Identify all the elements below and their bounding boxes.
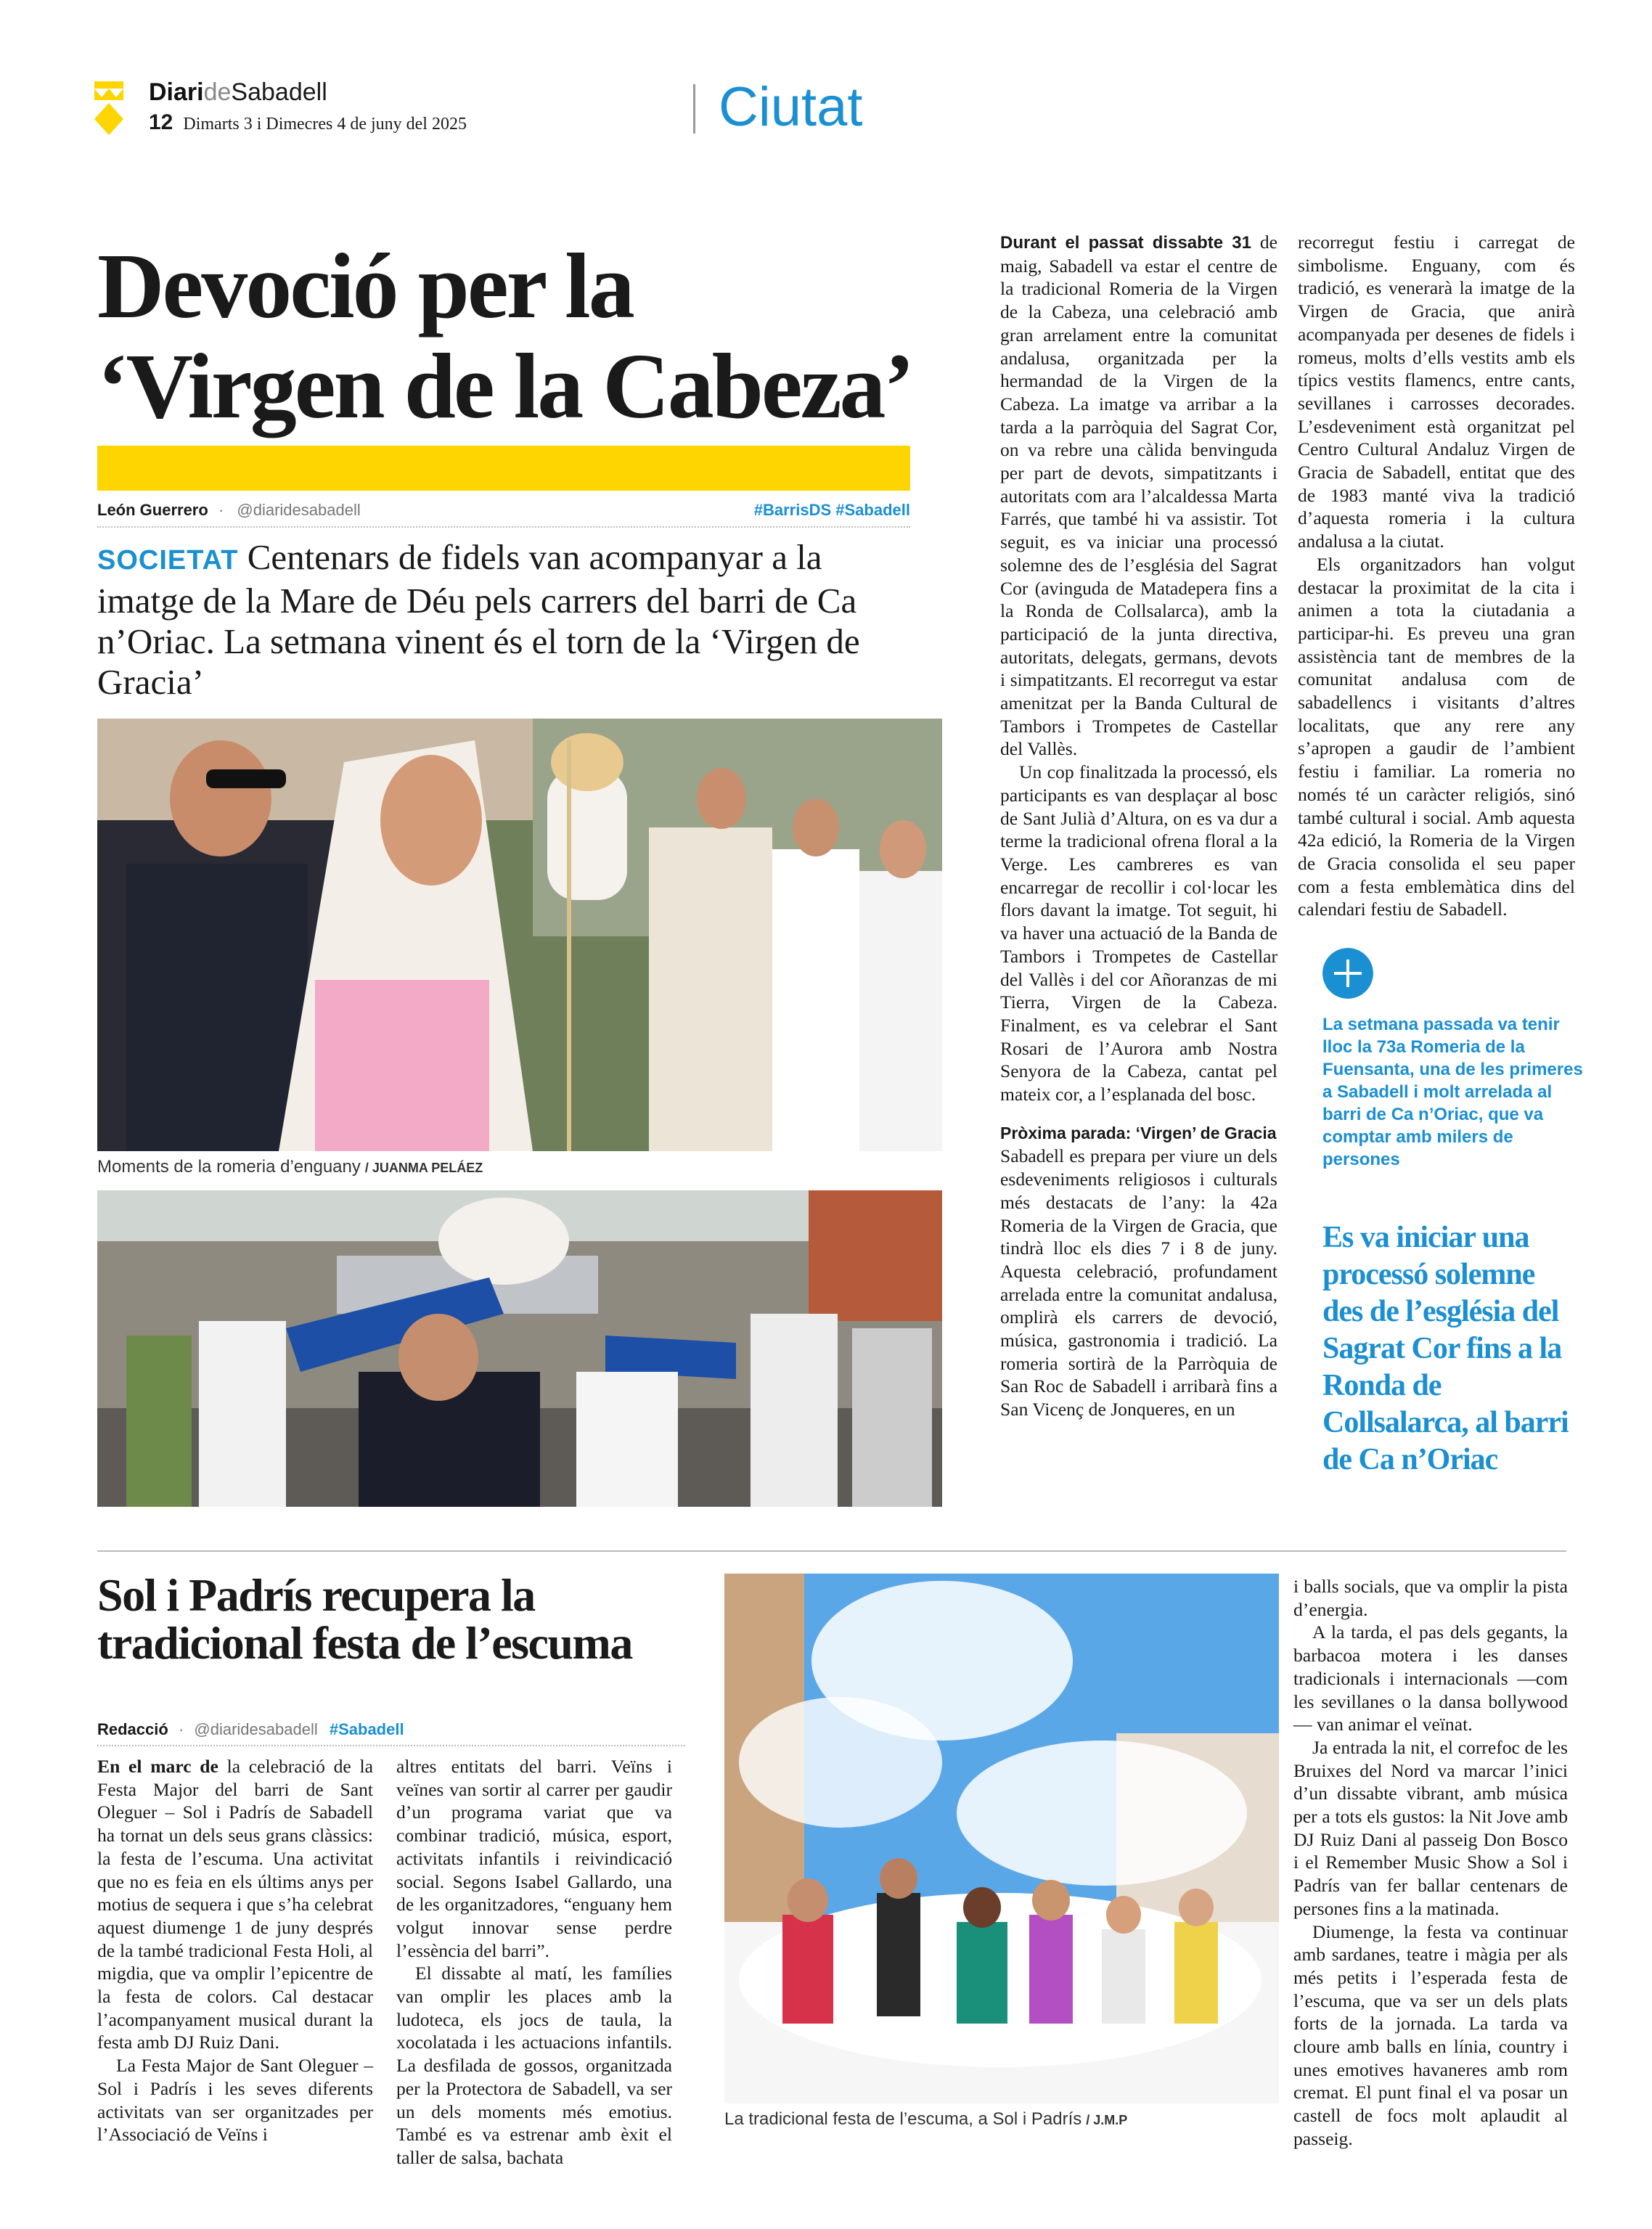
dateline: [149, 110, 467, 135]
main-col1-p3: Sabadell es prepara per viure un dels esdeveniments religiosos i culturals més destacats de l’any: la 42a Romeria de la Virgen de Gracia, que tindrà lloc els dies 7 i 8 de juny. Aquesta celebració, profundament arrelada entre la comunitat andalusa, omplirà els carrers de devoció, música, gastronomia i tradició. La romeria sortirà de la Parròquia de San Roc de Sabadell i arribarà fins a San Vicenç de Jonqueres, en un: [1000, 1145, 1277, 1420]
second-col3-p2: A la tarda, el pas dels gegants, la barbacoa motera i les danses tradicionals i internacionals —com les sevillanes o la dansa bollywood— van animar el veïnat.: [1293, 1621, 1568, 1735]
header-divider: [693, 84, 695, 134]
second-headline: [97, 1571, 692, 1667]
main-article-col1: [1000, 231, 1277, 1421]
main-lead: [97, 537, 917, 703]
second-article-col3: [1293, 1575, 1568, 2151]
second-article-col2: [396, 1755, 672, 2169]
lead-kicker: SOCIETAT: [97, 545, 239, 576]
main-author[interactable]: León Guerrero: [97, 501, 208, 519]
brand-part-diari: Diari: [149, 78, 204, 106]
main-col1-p2: Un cop finalitzada la processó, els participants es van desplaçar al bosc de Sant Julià d’Altura, on es va dur a terme la tradicional ofrena floral a la Verge. Les cambreres es van encarregar de recollir i col·locar les flors davant la imatge. Tot seguit, hi va haver una actuació de la Banda de Tambors i Trompetes de Castellar del Vallès i del cor Añoranzas de mi Tierra, Virgen de la Cabeza. Finalment, es va celebrar el Sant Rosari de l’Aurora amb Nostra Senyora de la Cabeza, cantat pel mateix cor, a l’esplanada del bosc.: [1000, 761, 1277, 1105]
main-headline: [97, 236, 925, 436]
second-byline-rule: [97, 1745, 685, 1746]
foam-party-photo: [724, 1574, 1279, 2103]
romeria-photo-2: [97, 1190, 942, 1507]
main-headline-line1: Devoció per la: [97, 234, 633, 338]
masthead-brand[interactable]: [149, 78, 327, 107]
main-col2-p2: Els organitzadors han volgut destacar la proximitat de la cita i animen a tota la ciutadania a participar-hi. Es preveu una gran assistència tant de membres de la comunitat andalusa com de sabadellencs i visitants d’altres localitats, que any rere any s’apropen a gaudir de l’ambient festiu i familiar. La romeria no només té un caràcter religiós, sinó també cultural i social. Amb aquesta 42a edició, la Romeria de la Virgen de Gracia consolida el seu paper com a festa emblemàtica dins del calendari festiu de Sabadell.: [1298, 553, 1575, 920]
photo1-credit: / JUANMA PELÁEZ: [364, 1161, 483, 1175]
second-col3-p1: i balls socials, que va omplir la pista d’energia.: [1293, 1576, 1568, 1620]
main-byline: León Guerrero · @diaridesabadell: [97, 501, 361, 519]
main-col1-p1: de maig, Sabadell va estar el centre de la tradicional Romeria de la Virgen de la Cabeza, una celebració amb gran arrelament entre la comunitat andalusa, organitzada per la hermandad de la Virgen de la Cabeza. La imatge va arribar a la tarda a la parròquia del Sagrat Cor, on va rebre una càlida benvinguda per part de devots, simpatitzants i autoritats com ara l’alcaldessa Marta Farrés, que també hi va assistir. Tot seguit, es va iniciar una processó solemne des de l’església del Sagrat Cor (avinguda de Matadepera fins a la Ronda de Collsalarca), amb la participació de la junta directiva, autoritats, delegats, germans, devots i simpatitzants. El recorregut va estar amenitzat per la Banda Cultural de Tambors i Trompetes de Castellar del Vallès.: [1000, 232, 1277, 760]
plus-icon: [1322, 948, 1373, 999]
main-article-col2: [1298, 231, 1575, 921]
main-author-handle[interactable]: @diaridesabadell: [237, 501, 361, 519]
headline-yellow-bar: [97, 446, 910, 491]
pull-quote: Es va iniciar una processó solemne des de l’església del Sagrat Cor fins a la Ronda de Collsalarca, al barri de Ca n’Oriac: [1322, 1221, 1569, 1476]
foam-credit: / J.M.P: [1086, 2113, 1128, 2127]
diari-logo-icon: [93, 81, 125, 136]
second-byline: Redacció · @diaridesabadell #Sabadell: [97, 1720, 404, 1738]
second-col1-p1: la celebració de la Festa Major del barri de Sant Oleguer – Sol i Padrís de Sabadell ha tornat un dels seus grans clàssics: la festa de l’escuma. Una activitat que no es feia en els últims anys per motius de sequera i que s’ha celebrat aquest diumenge 1 de juny després de la també tradicional Festa Holi, al migdia, que va omplir l’epicentre de la festa de colors. Cal destacar l’acompanyament musical durant la festa amb DJ Ruiz Dani.: [97, 1756, 373, 2053]
main-col2-p1: recorregut festiu i carregat de simbolisme. Enguany, com és tradició, es venerarà la imatge de la Virgen de Gracia, que anirà acompanyada per desenes de fidels i romeus, molts d’ells vestits amb els típics vestits flamencs, entre cants, sevillanes i carrosses decorades. L’esdeveniment està organitzat pel Centro Cultural Andaluz Virgen de Gracia de Sabadell, entitat que des de 1983 manté viva la tradició d’aquesta romeria i la cultura andalusa a la ciutat.: [1298, 232, 1575, 552]
main-hashtags[interactable]: #BarrisDS #Sabadell: [753, 501, 910, 519]
main-leadin: Durant el passat dissabte 31: [1000, 233, 1251, 253]
byline-rule: [97, 526, 910, 528]
second-headline-line1: Sol i Padrís recupera la: [97, 1569, 535, 1621]
second-col1-p2: La Festa Major de Sant Oleguer – Sol i Padrís i les seves diferents activitats van ser organitzades per l’Associació de Veïns i: [97, 2055, 373, 2146]
photo1-caption-text: Moments de la romeria d’enguany: [97, 1157, 361, 1177]
brand-part-de: de: [203, 78, 232, 106]
second-leadin: En el marc de: [97, 1756, 218, 1777]
second-col2-p2: El dissabte al matí, les famílies van omplir les places amb la ludoteca, els jocs de taula, la xocolatada i les actuacions infantils. La desfilada de gossos, organitzada per la Protectora de Sabadell, va ser un dels moments més emotius. També es va estrenar amb èxit el taller de salsa, bachata: [396, 1963, 672, 2168]
second-headline-line2: tradicional festa de l’escuma: [97, 1617, 632, 1669]
second-hashtags[interactable]: #Sabadell: [329, 1720, 404, 1738]
foam-caption-text: La tradicional festa de l’escuma, a Sol i Padrís: [724, 2109, 1082, 2129]
articles-divider: [97, 1550, 1566, 1552]
second-col2-p1: altres entitats del barri. Veïns i veïnes van sortir al carrer per gaudir d’un programa variat que va combinar tradició, música, esport, activitats infantils i reivindicació social. Segons Isabel Gallardo, una de les organitzadores, “enguany hem volgut innovar sense perdre l’essència del barri”.: [396, 1756, 672, 1961]
second-article-col1: [97, 1755, 373, 2146]
page-number: 12: [149, 110, 173, 134]
main-headline-line2: ‘Virgen de la Cabeza’: [97, 335, 913, 438]
romeria-photo-1: [97, 719, 942, 1151]
lead-text: Centenars de fidels van acompanyar a la imatge de la Mare de Déu pels carrers del barri de Ca n’Oriac. La setmana vinent és el torn de la ‘Virgen de Gracia’: [97, 537, 860, 702]
second-col3-p4: Diumenge, la festa va continuar amb sardanes, teatre i màgia per als més petits i l’esperada festa de l’escuma, que va ser un dels plats forts de la jornada. La tarda va cloure amb balls en línia, country i unes emotives havaneres amb rom cremat. El punt final el va posar un castell de focs molt aplaudit al passeig.: [1293, 1921, 1568, 2149]
second-author-handle[interactable]: @diaridesabadell: [194, 1720, 318, 1738]
issue-date: Dimarts 3 i Dimecres 4 de juny del 2025: [183, 115, 467, 134]
second-col3-p3: Ja entrada la nit, el correfoc de les Bruixes del Nord va marcar l’inici d’un dissabte vibrant, amb música per a tots els gustos: la Nit Jove amb DJ Ruiz Dani al passeig Don Bosco i el Remember Music Show a Sol i Padrís van fer ballar centenars de persones fins a la matinada.: [1293, 1736, 1568, 1919]
foam-photo-caption: [724, 2109, 1127, 2130]
sidebar-note: La setmana passada va tenir lloc la 73a Romeria de la Fuensanta, una de les primeres a Sabadell i molt arrelada al barri de Ca n’Oriac, que va comptar amb milers de persones: [1322, 1015, 1583, 1169]
brand-part-sabadell: Sabadell: [231, 78, 327, 106]
section-title[interactable]: Ciutat: [719, 76, 863, 138]
main-subhead: Pròxima parada: ‘Virgen’ de Gracia: [1000, 1123, 1277, 1142]
photo1-caption: [97, 1157, 483, 1177]
second-author[interactable]: Redacció: [97, 1720, 168, 1738]
